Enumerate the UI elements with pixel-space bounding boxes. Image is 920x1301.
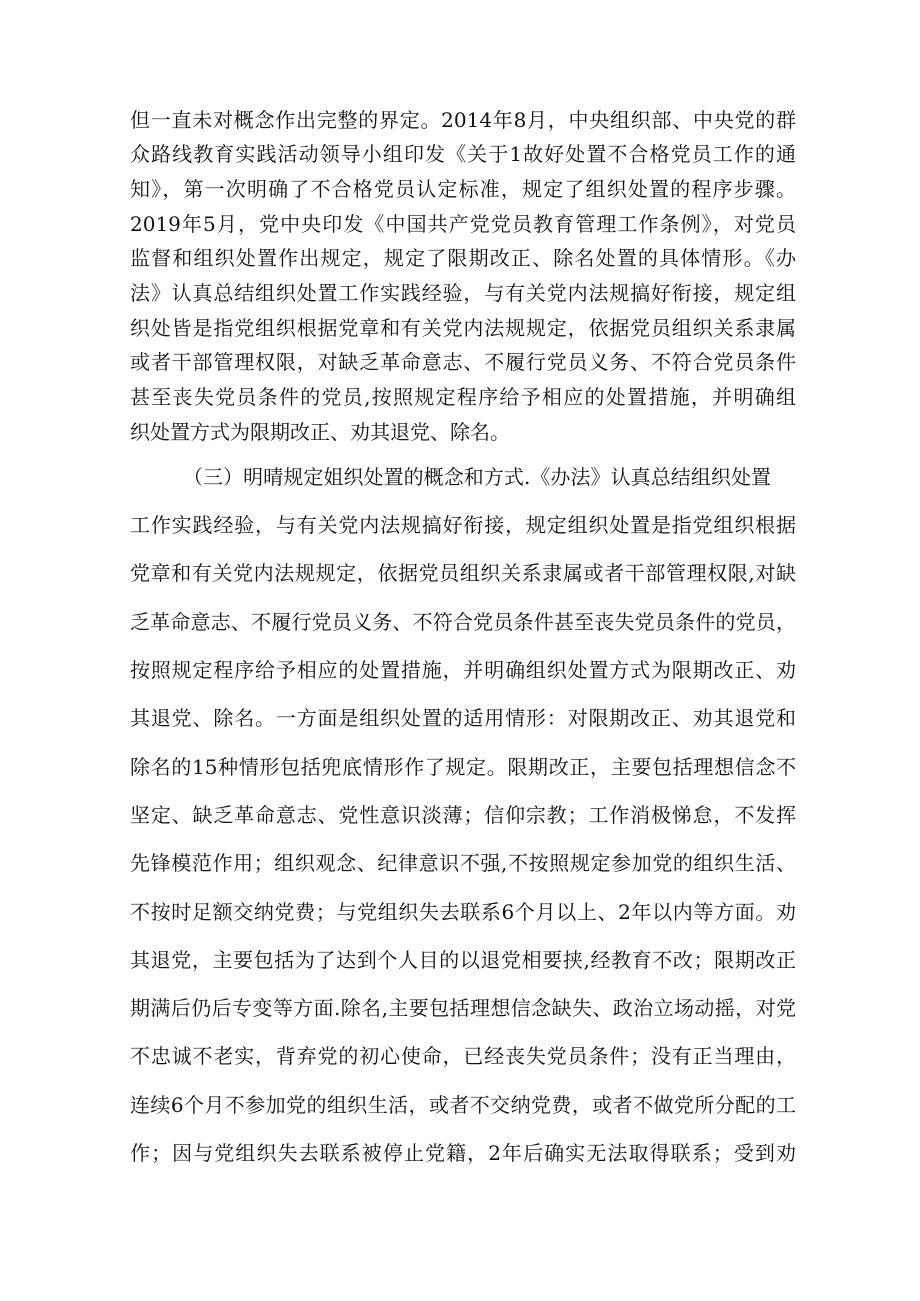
- text-line: 织处置方式为限期改正、劝其退党、除名。: [130, 419, 510, 444]
- text-line: 或者干部管理权限，对缺乏革命意志、不履行党员义务、不符合党员条件: [130, 350, 796, 375]
- text-line: 工作实践经验，与有关党内法规搞好衔接，规定组织处置是指党组织根据: [130, 513, 796, 538]
- paragraph: [130, 453, 796, 1177]
- text-line: 不按时足额交纳党费；与党组织失去联系6个月以上、2年以内等方面。劝: [130, 899, 796, 924]
- text-line: 先锋模范作用；组织观念、纪律意识不强,不按照规定参加党的组织生活、: [130, 851, 796, 876]
- text-line: 乏革命意志、不履行党员义务、不符合党员条件甚至丧失党员条件的党员，: [130, 609, 796, 634]
- text-line: 党章和有关党内法规规定，依据党员组织关系隶属或者干部管理权限,对缺: [130, 561, 796, 586]
- text-line: 但一直未对概念作出完整的界定。2014年8月，中央组织部、中央党的群: [130, 107, 796, 132]
- section-heading-line: （三）明晴规定姐织处置的概念和方式.《办法》认真总结组织处置: [183, 464, 771, 489]
- text-line: 监督和组织处置作出规定，规定了限期改正、除名处置的具体情形。《办: [130, 246, 796, 271]
- paragraph: [130, 103, 796, 450]
- text-line: 2019年5月，党中央印发《中国共产党党员教育管理工作条例》，对党员: [130, 211, 796, 236]
- text-line: 期满后仍后专变等方面.除名,主要包括理想信念缺失、政治立场动摇，对党: [130, 996, 796, 1021]
- text-line: 织处皆是指党组织根据党章和有关党内法规规定，依据党员组织关系隶属: [130, 315, 796, 340]
- text-line: 连续6个月不参加党的组织生活，或者不交纳党费，或者不做党所分配的工: [130, 1092, 796, 1117]
- text-line: 甚至丧失党员条件的党员,按照规定程序给予相应的处置措施，并明确组: [130, 385, 796, 410]
- text-line: 知》，第一次明确了不合格党员认定标准，规定了组织处置的程序步骤。: [130, 176, 796, 201]
- text-line: 除名的15种情形包括兜底情形作了规定。限期改正，主要包括理想信念不: [130, 754, 796, 779]
- text-line: 作；因与党组织失去联系被停止党籍，2年后确实无法取得联系；受到劝: [130, 1141, 796, 1165]
- text-line: 众路线教育实践活动领导小组印发《关于1故好处置不合格党员工作的通: [130, 142, 796, 167]
- text-line: 其退党，主要包括为了达到个人目的以退党相要挟,经教育不改；限期改正: [130, 947, 796, 972]
- text-line: 法》认真总结组织处置工作实践经验，与有关党内法规搞好衔接，规定组: [130, 281, 796, 306]
- text-line: 其退党、除名。一方面是组织处置的适用情形：对限期改正、劝其退党和: [130, 706, 796, 731]
- text-line: 坚定、缺乏革命意志、党性意识淡薄；信仰宗教；工作消极悌怠，不发挥: [130, 802, 796, 827]
- text-line: 不忠诚不老实，背弃党的初心使命，已经丧失党员条件；没有正当理由，: [130, 1044, 796, 1069]
- text-line: 按照规定程序给予相应的处置措施，并明确组织处置方式为限期改正、劝: [130, 658, 796, 683]
